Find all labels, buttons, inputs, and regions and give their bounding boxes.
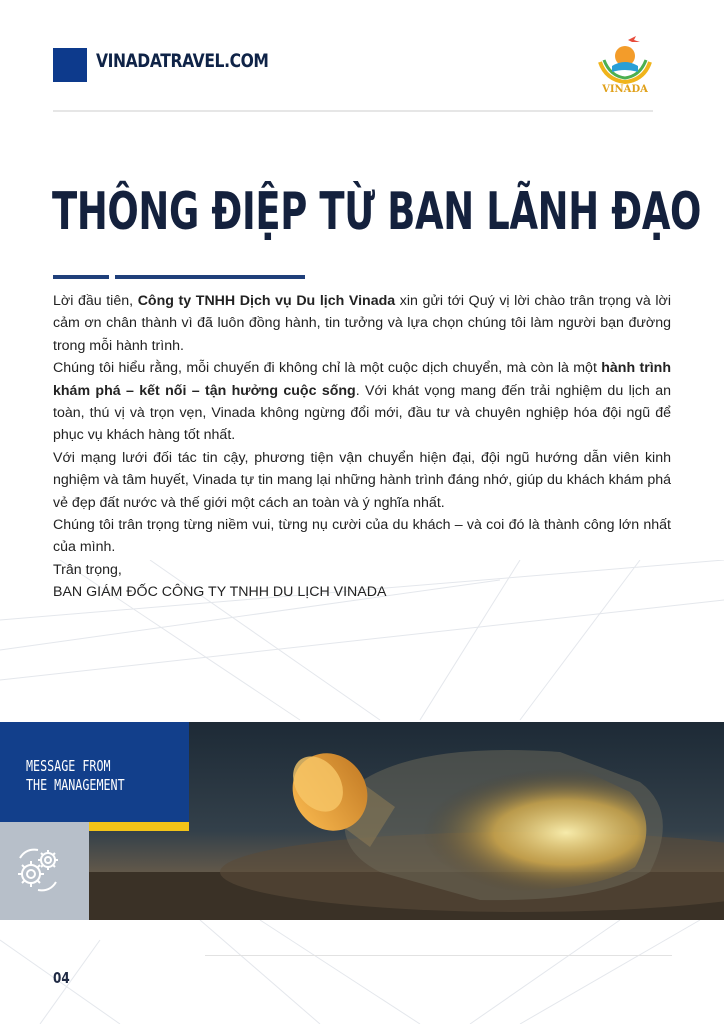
paragraph-2: Chúng tôi hiểu rằng, mỗi chuyến đi không chỉ là một cuộc dịch chuyển, mà còn là một hành trình khám phá – kết nối – tận hưởng cuộc sống. Với khát vọng mang đến trải nghiệm du lịch an toàn, thú vị và trọn vẹn, Vinada không ngừng đổi mới, đầu tư và chuyên nghiệp hóa đội ngũ để phục vụ khách hàng tốt nhất. [53,360,671,444]
message-body [53,290,671,604]
site-name[interactable]: VINADATRAVEL.COM [96,50,269,72]
title-underline-short [53,275,109,279]
section-label: MESSAGE FROM THE MANAGEMENT [26,757,125,794]
page-title: THÔNG ĐIỆP TỪ BAN LÃNH ĐẠO [52,182,702,242]
signature: BAN GIÁM ĐỐC CÔNG TY TNHH DU LỊCH VINADA [53,584,387,601]
page-number: 04 [53,969,70,987]
logo-text: VINADA [602,84,648,95]
gears-icon [12,844,64,896]
paragraph-3: Với mạng lưới đối tác tin cậy, phương tiện vận chuyển hiện đại, đội ngũ hướng dẫn viên kinh nghiệm và tâm huyết, Vinada tự tin mang lại những hành trình đáng nhớ, giúp du khách khám phá vẻ đẹp đất nước và thế giới một cách an toàn và ý nghĩa nhất. [53,449,671,511]
vinada-logo [592,32,658,96]
title-underline-long [115,275,305,279]
closing: Trân trọng, [53,561,122,578]
brand-square [53,48,87,82]
footer-divider [205,955,672,956]
accent-bar [89,822,189,831]
paragraph-1: Lời đầu tiên, Công ty TNHH Dịch vụ Du lịch Vinada xin gửi tới Quý vị lời chào trân trọng và lời cảm ơn chân thành vì đã luôn đồng hành, tin tưởng và lựa chọn chúng tôi làm người bạn đường trong mỗi hành trình. [53,293,671,354]
header-divider [53,110,653,112]
paragraph-4: Chúng tôi trân trọng từng niềm vui, từng nụ cười của du khách – và coi đó là thành công lớn nhất của mình. [53,517,671,556]
